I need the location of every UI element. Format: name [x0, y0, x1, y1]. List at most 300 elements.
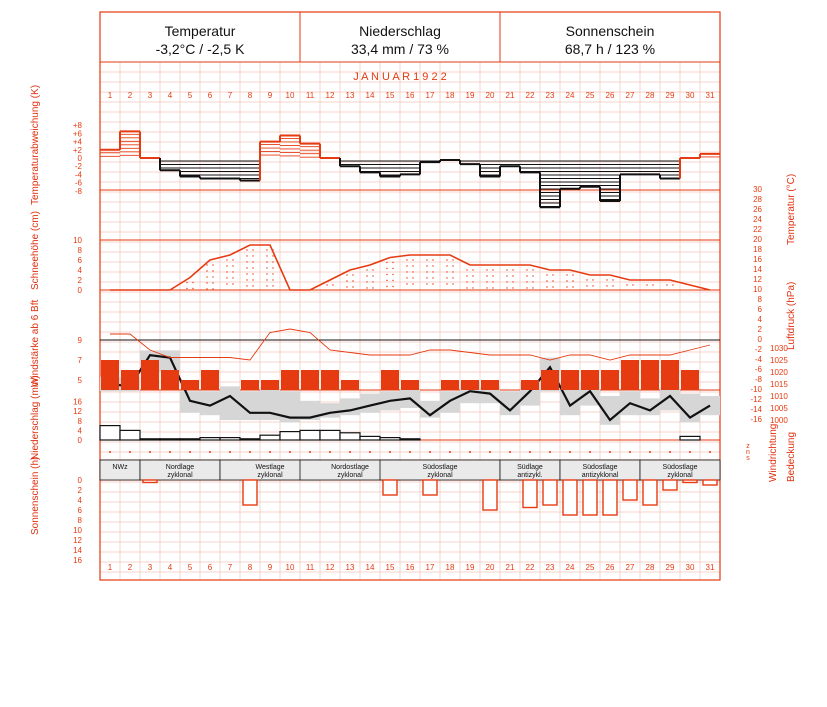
snow-dot	[652, 284, 653, 285]
wind-dir-mark	[549, 451, 551, 453]
snow-dot	[526, 287, 527, 288]
wind-dir-mark	[529, 451, 531, 453]
sunshine-tick: 6	[77, 506, 82, 515]
snow-dot	[472, 275, 473, 276]
snow-dot	[546, 280, 547, 281]
sun-value: 68,7 h / 123 %	[564, 41, 656, 57]
precip-bar	[180, 439, 200, 440]
snow-dot	[392, 274, 393, 275]
snow-dot	[472, 281, 473, 282]
temperature-tick: 20	[753, 235, 762, 244]
day-label-bottom: 27	[625, 563, 635, 572]
snow-dot	[266, 285, 267, 286]
snow-dot	[512, 275, 513, 276]
day-label-top: 22	[525, 91, 535, 100]
snow-dot	[412, 265, 413, 266]
day-label-bottom: 14	[365, 563, 375, 572]
wind-dir-mark	[149, 451, 151, 453]
weather-type-label: Südostlage	[422, 464, 458, 471]
snow-dot	[552, 280, 553, 281]
precip-bar	[200, 438, 220, 440]
snow-dot	[612, 279, 613, 280]
snow-dot	[386, 262, 387, 263]
snow-dot	[572, 280, 573, 281]
wind-bar	[301, 370, 319, 390]
day-label-bottom: 31	[705, 563, 715, 572]
sunshine-tick: 8	[77, 516, 82, 525]
snow-dot	[246, 279, 247, 280]
snow-tick: 10	[73, 236, 82, 245]
pressure-tick: 1025	[770, 356, 788, 365]
snow-dot	[486, 281, 487, 282]
precip-bar	[220, 438, 240, 440]
temp-anomaly-tick: -8	[74, 186, 82, 196]
wind-dir-mark	[329, 451, 331, 453]
snow-dot	[246, 267, 247, 268]
snow-dot	[512, 281, 513, 282]
day-label-bottom: 12	[325, 563, 335, 572]
snow-dot	[626, 284, 627, 285]
day-label-top: 28	[645, 91, 655, 100]
day-label-bottom: 8	[247, 563, 253, 572]
snow-dot	[412, 259, 413, 260]
wind-tick: 7	[77, 356, 82, 365]
wind-bar	[581, 370, 599, 390]
temperature-tick: 16	[753, 255, 762, 264]
snow-dot	[472, 269, 473, 270]
snow-dot	[392, 268, 393, 269]
day-label-top: 7	[227, 91, 233, 100]
sunshine-tick: 14	[73, 546, 82, 555]
sunshine-bar	[683, 480, 697, 483]
weather-type-label: Nordlage	[165, 464, 195, 471]
wind-tick: 5	[77, 376, 82, 385]
wind-bar	[681, 370, 699, 390]
temperature-tick: 0	[757, 335, 762, 344]
day-label-top: 14	[365, 91, 375, 100]
snow-dot	[406, 265, 407, 266]
wind-dir-mark	[289, 451, 291, 453]
day-label-bottom: 17	[425, 563, 435, 572]
snow-dot	[446, 259, 447, 260]
snow-dot	[506, 287, 507, 288]
precip-tick: 12	[73, 407, 82, 417]
temperature-tick: -2	[754, 345, 762, 354]
day-label-bottom: 18	[445, 563, 455, 572]
wind-dir-tick: n	[746, 449, 750, 456]
snow-dot	[252, 261, 253, 262]
temp-anomaly-tick: +4	[72, 137, 82, 147]
snow-dot	[266, 273, 267, 274]
snow-tick: 0	[77, 286, 82, 295]
snow-tick: 4	[77, 266, 82, 275]
temperature-tick: 28	[753, 195, 762, 204]
wind-dir-mark	[169, 451, 171, 453]
day-label-top: 3	[147, 91, 153, 100]
day-label-top: 30	[685, 91, 695, 100]
sunshine-bars	[143, 480, 717, 515]
wind-axis-label: Windstärke ab 6 Bft	[30, 299, 41, 387]
wind-dir-mark	[369, 451, 371, 453]
day-label-bottom: 2	[127, 563, 133, 572]
snow-dot	[532, 281, 533, 282]
precip-bar	[160, 439, 180, 440]
snow-dot	[606, 279, 607, 280]
snow-dot	[452, 283, 453, 284]
wind-bar	[441, 380, 459, 390]
snow-dot	[446, 283, 447, 284]
wind-dir-axis-label: Windrichtung	[768, 423, 779, 482]
snow-dot	[246, 255, 247, 256]
temp-anomaly-series	[100, 131, 720, 207]
wind-dir-mark	[629, 451, 631, 453]
wind-bar	[541, 370, 559, 390]
sunshine-bar	[543, 480, 557, 505]
wind-dir-mark	[509, 451, 511, 453]
snow-dot	[666, 284, 667, 285]
snow-dot	[406, 259, 407, 260]
sunshine-bar	[623, 480, 637, 500]
day-label-top: 23	[545, 91, 555, 100]
cloud-axis-label: Bedeckung	[786, 431, 797, 482]
snow-dot	[206, 282, 207, 283]
day-label-top: 11	[305, 91, 315, 100]
wind-bar	[141, 360, 159, 390]
day-label-bottom: 4	[167, 563, 173, 572]
snow-dot	[506, 281, 507, 282]
snow-dot	[412, 277, 413, 278]
precip-tick: 4	[77, 426, 82, 436]
day-label-top: 1	[107, 91, 113, 100]
wind-bar	[241, 380, 259, 390]
wind-dir-mark	[449, 451, 451, 453]
temperature-tick: 8	[757, 295, 762, 304]
precip-bar	[280, 432, 300, 440]
day-label-bottom: 21	[505, 563, 515, 572]
wind-bar	[521, 380, 539, 390]
snow-dot	[426, 271, 427, 272]
wind-dir-mark	[649, 451, 651, 453]
snow-dot	[446, 277, 447, 278]
sunshine-bar	[383, 480, 397, 495]
temp-anomaly-tick: 0	[77, 154, 82, 163]
snow-tick: 6	[77, 256, 82, 265]
snow-dot	[412, 271, 413, 272]
precip-bar	[120, 430, 140, 440]
day-label-top: 16	[405, 91, 415, 100]
snow-dot	[212, 288, 213, 289]
day-label-bottom: 9	[267, 563, 273, 572]
pressure-axis-label: Luftdruck (hPa)	[786, 281, 797, 350]
snow-dot	[186, 288, 187, 289]
day-label-bottom: 3	[147, 563, 153, 572]
day-label-bottom: 16	[405, 563, 415, 572]
wind-bar	[201, 370, 219, 390]
wind-dir-mark	[489, 451, 491, 453]
snow-dot	[366, 281, 367, 282]
snow-dot	[552, 274, 553, 275]
snow-dot	[272, 285, 273, 286]
snow-dot	[492, 269, 493, 270]
snow-dot	[372, 287, 373, 288]
temp-anomaly-tick: +2	[72, 145, 82, 155]
sunshine-bar	[143, 480, 157, 483]
snow-dot	[592, 279, 593, 280]
snow-dot	[452, 271, 453, 272]
wind-bar	[641, 360, 659, 390]
snow-dot	[432, 259, 433, 260]
precip-bar	[320, 430, 340, 440]
weather-type-label: zyklonal	[167, 472, 193, 479]
day-label-bottom: 1	[107, 563, 113, 572]
snow-dot	[352, 280, 353, 281]
wind-bar	[261, 380, 279, 390]
sunshine-bar	[423, 480, 437, 495]
wind-dir-mark	[469, 451, 471, 453]
month-title: J A N U A R 1 9 2 2	[353, 71, 447, 83]
temp-anomaly-axis-label: Temperaturabweichung (K)	[30, 84, 41, 205]
snow-dot	[572, 286, 573, 287]
snow-dot	[606, 285, 607, 286]
snow-dot	[366, 287, 367, 288]
snow-dot	[232, 271, 233, 272]
snow-tick: 2	[77, 276, 82, 285]
snow-dot	[266, 255, 267, 256]
wind-bar	[181, 380, 199, 390]
wind-dir-mark	[109, 451, 111, 453]
snow-dot	[246, 261, 247, 262]
wind-dir-mark	[589, 451, 591, 453]
temperature-tick: 12	[753, 275, 762, 284]
precip-bar	[380, 438, 400, 440]
wind-dir-mark	[309, 451, 311, 453]
sun-summary	[500, 12, 720, 62]
snow-dot	[486, 275, 487, 276]
snow-dot	[232, 259, 233, 260]
pressure-tick: 1020	[770, 368, 788, 377]
snow-dot	[246, 285, 247, 286]
snow-dot	[266, 267, 267, 268]
snow-dot	[266, 279, 267, 280]
snow-dot	[212, 270, 213, 271]
snow-dot	[386, 286, 387, 287]
day-label-top: 19	[465, 91, 475, 100]
snow-dot	[252, 267, 253, 268]
snow-dot	[212, 264, 213, 265]
snow-dot	[526, 281, 527, 282]
wind-dir-mark	[409, 451, 411, 453]
wind-bar	[341, 380, 359, 390]
snow-dot	[532, 275, 533, 276]
wind-bar	[601, 370, 619, 390]
wind-bar	[561, 370, 579, 390]
snow-dot	[226, 283, 227, 284]
day-label-top: 5	[187, 91, 193, 100]
snow-dot	[526, 275, 527, 276]
snow-dot	[486, 287, 487, 288]
wind-dir-mark	[689, 451, 691, 453]
day-label-bottom: 5	[187, 563, 193, 572]
snow-dot	[592, 285, 593, 286]
snow-dot	[566, 286, 567, 287]
sunshine-bar	[483, 480, 497, 510]
precip-bar	[300, 430, 320, 440]
snow-dot	[566, 280, 567, 281]
sunshine-axis-label: Sonnenschein (h)	[30, 456, 41, 535]
temp-anomaly-tick: +6	[72, 129, 82, 139]
snow-dot	[572, 274, 573, 275]
day-label-bottom: 25	[585, 563, 595, 572]
wind-dir-mark	[249, 451, 251, 453]
temperature-tick: -10	[750, 385, 762, 394]
wind-dir-tick: s	[746, 455, 750, 462]
snow-dot	[346, 274, 347, 275]
weather-type-label: Westlage	[255, 464, 285, 471]
snow-dot	[386, 268, 387, 269]
snow-dot	[432, 277, 433, 278]
snow-dot	[566, 274, 567, 275]
wind-bar	[661, 360, 679, 390]
day-label-top: 31	[705, 91, 715, 100]
day-label-top: 15	[385, 91, 395, 100]
snow-dot	[226, 271, 227, 272]
day-label-top: 26	[605, 91, 615, 100]
grid	[100, 62, 720, 580]
snow-tick: 8	[77, 246, 82, 255]
day-label-top: 6	[207, 91, 213, 100]
snow-dot	[352, 286, 353, 287]
weather-type-label: zyklonal	[257, 472, 283, 479]
snow-dot	[492, 275, 493, 276]
wind-bar	[621, 360, 639, 390]
precip-label: Niederschlag	[359, 23, 441, 39]
wind-dir-mark	[209, 451, 211, 453]
temp-summary	[100, 12, 300, 62]
wind-bar	[381, 370, 399, 390]
weather-type-label: antizyklonal	[581, 472, 619, 479]
snow-dot	[452, 265, 453, 266]
weather-type-label: Nordostlage	[331, 464, 369, 471]
snow-dot	[586, 279, 587, 280]
snow-dot	[206, 270, 207, 271]
snow-dot	[366, 269, 367, 270]
snow-dot	[232, 265, 233, 266]
snow-dot	[466, 269, 467, 270]
snow-dot	[386, 274, 387, 275]
sunshine-tick: 0	[77, 476, 82, 485]
wind-bar	[121, 370, 139, 390]
snow-dot	[206, 276, 207, 277]
snow-dot	[272, 273, 273, 274]
snow-dot	[406, 271, 407, 272]
day-label-bottom: 29	[665, 563, 675, 572]
snow-dot	[266, 261, 267, 262]
snow-dot	[272, 255, 273, 256]
snow-dot	[632, 284, 633, 285]
day-label-bottom: 26	[605, 563, 615, 572]
snow-dot	[252, 255, 253, 256]
snow-dot	[206, 288, 207, 289]
day-label-top: 9	[267, 91, 273, 100]
snow-dot	[212, 282, 213, 283]
snow-dot	[406, 277, 407, 278]
pressure-tick: 1005	[770, 404, 788, 413]
temperature-tick: 18	[753, 245, 762, 254]
precip-bar	[340, 433, 360, 440]
snow-dot	[432, 271, 433, 272]
wind-dir-mark	[389, 451, 391, 453]
precip-bar	[140, 439, 160, 440]
snow-dot	[492, 287, 493, 288]
sunshine-bar	[663, 480, 677, 490]
temperature-tick: -14	[750, 405, 762, 414]
day-label-top: 17	[425, 91, 435, 100]
day-label-bottom: 13	[345, 563, 355, 572]
wind-bar	[101, 360, 119, 390]
precip-tick: 16	[73, 397, 82, 407]
day-label-bottom: 28	[645, 563, 655, 572]
snow-dot	[272, 249, 273, 250]
day-label-bottom: 15	[385, 563, 395, 572]
temperature-tick: 6	[757, 305, 762, 314]
weather-type-label: zyklonal	[667, 472, 693, 479]
wind-bar	[461, 380, 479, 390]
snow-dot	[406, 283, 407, 284]
temperature-tick: 10	[753, 285, 762, 294]
day-label-bottom: 22	[525, 563, 535, 572]
day-label-bottom: 10	[285, 563, 295, 572]
snow-dot	[506, 269, 507, 270]
snow-dot	[452, 277, 453, 278]
snow-dot	[392, 262, 393, 263]
temperature-tick: 14	[753, 265, 762, 274]
snow-dot	[392, 286, 393, 287]
day-label-top: 2	[127, 91, 133, 100]
snow-dot	[426, 283, 427, 284]
snow-dot	[446, 265, 447, 266]
day-label-top: 21	[505, 91, 515, 100]
snow-dot	[206, 264, 207, 265]
snow-dot	[532, 287, 533, 288]
day-label-top: 18	[445, 91, 455, 100]
wind-bar	[481, 380, 499, 390]
weather-type-label: antizykl.	[517, 472, 543, 479]
snow-dot	[252, 279, 253, 280]
snow-dot	[506, 275, 507, 276]
precip-bar	[400, 439, 420, 440]
snow-dot	[346, 286, 347, 287]
temperature-tick: 22	[753, 225, 762, 234]
precip-bar	[680, 436, 700, 440]
snow-dot	[212, 276, 213, 277]
day-label-bottom: 11	[305, 563, 315, 572]
snow-dot	[186, 282, 187, 283]
temperature-tick: 30	[753, 185, 762, 194]
day-label-top: 13	[345, 91, 355, 100]
pressure-tick: 1010	[770, 392, 788, 401]
snow-dot	[546, 286, 547, 287]
snow-dot	[226, 259, 227, 260]
weather-type-label: zyklonal	[337, 472, 363, 479]
temperature-tick: -12	[750, 395, 762, 404]
day-label-top: 12	[325, 91, 335, 100]
temperature-tick: -4	[754, 355, 762, 364]
snow-dot	[372, 275, 373, 276]
wind-bar	[321, 370, 339, 390]
temp-value: -3,2°C / -2,5 K	[155, 41, 245, 57]
pressure-tick: 1030	[770, 344, 788, 353]
pressure-tick: 1000	[770, 416, 788, 425]
